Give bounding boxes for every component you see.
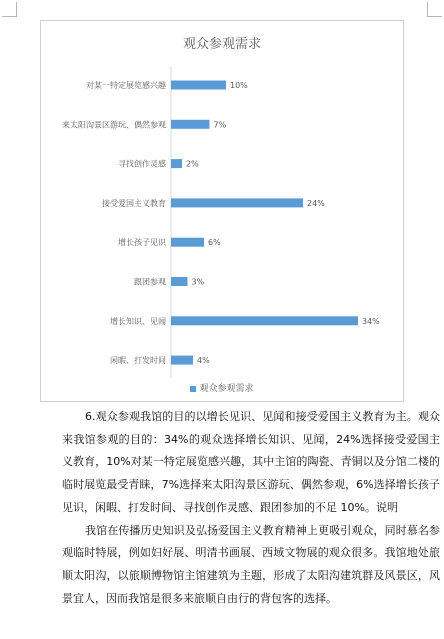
legend-label: 观众参观需求 bbox=[199, 384, 254, 394]
category-label: 寻找创作灵感 bbox=[118, 159, 166, 169]
chart-container[interactable] bbox=[40, 20, 404, 402]
data-label: 4% bbox=[197, 356, 210, 366]
category-label: 增长知识、见闻 bbox=[110, 316, 166, 326]
article-paragraph: 6.观众参观我馆的目的以增长见识、见闻和接受爱国主义教育为主。观众来我馆参观的目的：34%的观众选择增长知识、见闻，24%选择接受爱国主义教育，10%对某一特定展览感兴趣，其中主馆的陶瓷、青铜以及分馆二楼的临时展览最受青睐，7%选择来太阳沟景区游玩、偶然参观，6%选择增长孩子见识，闲暇、打发时间、寻找创作灵感、跟团参加的不足 10%。说明 bbox=[62, 410, 440, 514]
data-label: 24% bbox=[307, 198, 325, 208]
page-corner-mark bbox=[427, 2, 442, 17]
category-label: 接受爱国主义教育 bbox=[102, 198, 166, 208]
chart-legend bbox=[41, 381, 403, 394]
chart-title: 观众参观需求 bbox=[182, 37, 261, 52]
bar[interactable] bbox=[171, 159, 182, 168]
data-label: 6% bbox=[208, 238, 221, 248]
data-label: 7% bbox=[213, 120, 227, 130]
category-label: 对某一特定展览感兴趣 bbox=[86, 81, 166, 90]
bar[interactable] bbox=[171, 120, 210, 129]
category-label: 来太阳沟景区游玩、偶然参观 bbox=[62, 120, 166, 130]
data-label: 10% bbox=[230, 81, 248, 90]
category-label: 增长孩子见识 bbox=[118, 238, 166, 248]
data-label: 3% bbox=[191, 277, 205, 287]
article-body bbox=[62, 406, 440, 610]
legend-swatch bbox=[190, 386, 196, 392]
category-label: 闲暇、打发时间 bbox=[110, 356, 166, 366]
bar-chart bbox=[41, 21, 403, 401]
page-corner-mark bbox=[2, 2, 17, 17]
data-label: 34% bbox=[362, 316, 380, 326]
bar[interactable] bbox=[171, 81, 226, 90]
bar[interactable] bbox=[171, 277, 188, 286]
category-label: 跟团参观 bbox=[134, 277, 166, 287]
bar[interactable] bbox=[171, 356, 193, 365]
bar[interactable] bbox=[171, 198, 303, 207]
bar[interactable] bbox=[171, 316, 358, 325]
bar[interactable] bbox=[171, 238, 204, 247]
data-label: 2% bbox=[186, 159, 199, 169]
article-paragraph: 我馆在传播历史知识及弘扬爱国主义教育精神上更吸引观众，同时慕名参观临时特展，例如妇好展、明清书画展、西域文物展的观众很多。我馆地处旅顺太阳沟，以旅顺博物馆主馆建筑为主题，形成了太阳沟建筑群及风景区，风景宜人，因而我馆是很多来旅顺自由行的背包客的选择。 bbox=[62, 523, 440, 605]
